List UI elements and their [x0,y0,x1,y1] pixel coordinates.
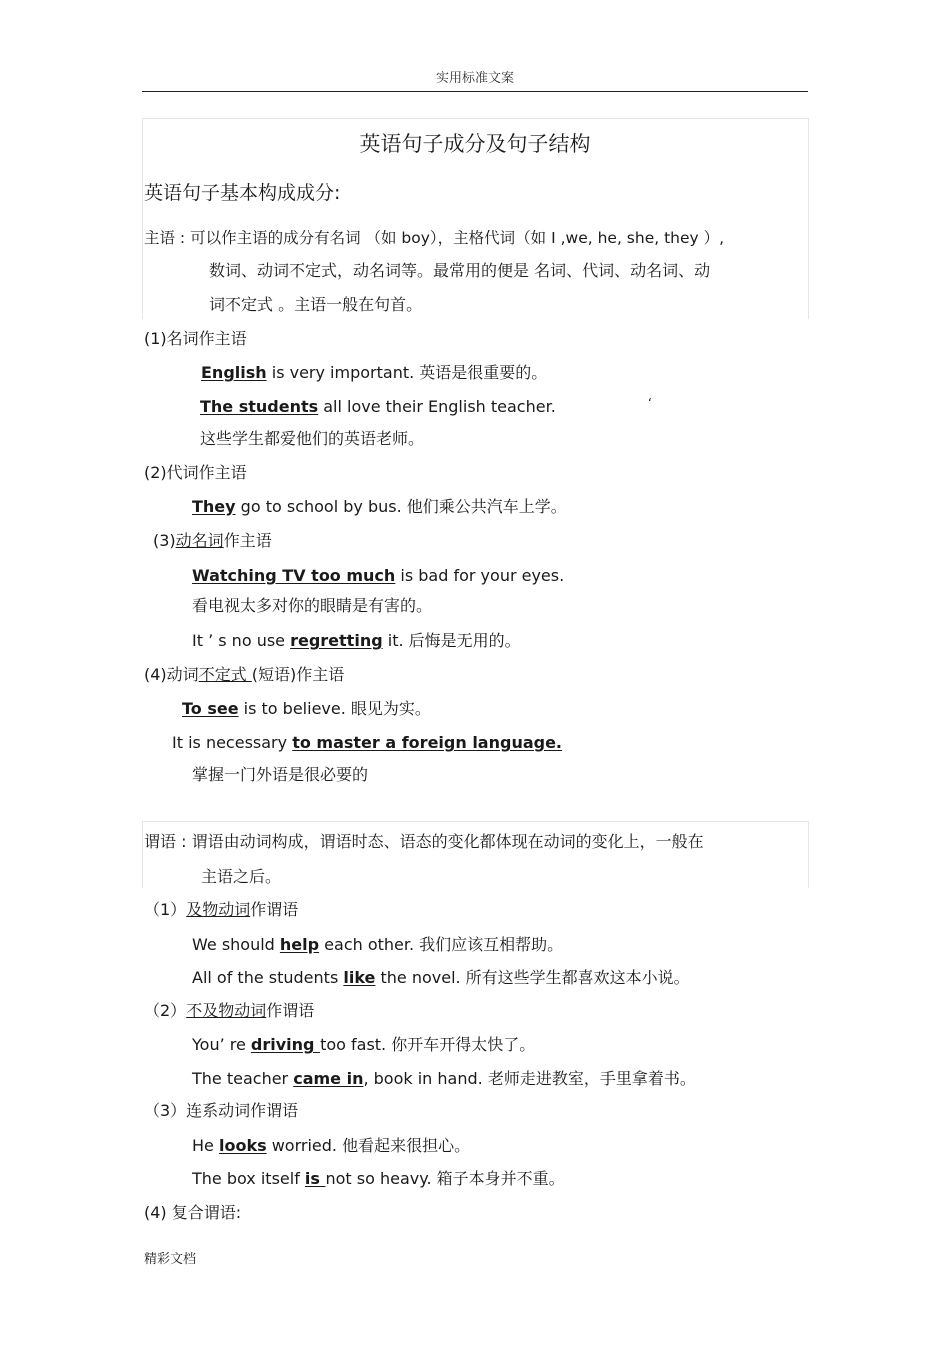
example-sentence [192,631,521,651]
highlighted-predicate: came in [293,1069,364,1088]
sentence-start: It is necessary [172,733,293,752]
highlighted-subject: The students [200,397,319,416]
sentence-rest: is to believe. 眼见为实。 [238,699,431,718]
highlighted-subject: to master a foreign language. [292,733,563,752]
page-footer: 精彩文档 [144,1252,197,1267]
heading-prefix: （1） [144,900,187,919]
subject-heading-infinitive [144,665,344,685]
example-sentence [192,968,690,988]
sentence-start: It ’ s no use [192,631,291,650]
example-sentence [182,699,431,719]
subject-heading-gerund [153,531,272,551]
subject-intro-line-2: 数词、动词不定式，动名词等。最常用的便是 名词、代词、动名词、动 [209,261,711,280]
sentence-rest: is bad for your eyes. [395,566,565,585]
highlighted-subject: They [192,497,236,516]
heading-text: 作谓语 [266,1001,315,1020]
sentence-start: All of the students [192,968,344,987]
predicate-heading-compound: (4) 复合谓语: [144,1203,242,1222]
heading-prefix: (2) [144,463,167,482]
example-translation: 看电视太多对你的眼睛是有害的。 [192,596,433,615]
sentence-rest: , book in hand. 老师走进教室，手里拿着书。 [363,1069,696,1088]
heading-prefix: (1) [144,329,167,348]
sentence-start: You’ re [192,1035,251,1054]
highlighted-predicate: help [279,935,320,954]
sentence-rest: the novel. 所有这些学生都喜欢这本小说。 [375,968,690,987]
example-sentence [200,397,556,417]
heading-text: 作谓语 [250,900,299,919]
example-sentence [172,733,562,753]
heading-underlined: 不及物动词 [186,1001,267,1020]
subject-intro-line-3: 词不定式 。主语一般在句首。 [209,295,423,314]
highlighted-predicate: like [343,968,376,987]
example-translation: 这些学生都爱他们的英语老师。 [200,429,425,448]
heading-text: 作主语 [223,531,272,550]
sentence-start: We should [192,935,280,954]
heading-text: 动词 [166,665,199,684]
predicate-intro-line-2: 主语之后。 [201,867,282,886]
subject-intro-line-1: 主语 : 可以作主语的成分有名词 （如 boy），主格代词（如 I ,we, he, she, they ）, [144,229,725,247]
page-header: 实用标准文案 [435,71,514,86]
example-sentence [192,1035,535,1055]
heading-text: 代词作主语 [166,463,247,482]
document-title: 英语句子成分及句子结构 [359,132,591,156]
subject-heading-noun [144,329,247,349]
example-sentence [192,1169,565,1189]
heading-prefix: （2） [144,1001,187,1020]
example-sentence [201,363,547,383]
highlighted-subject: regretting [290,631,383,650]
sentence-start: The box itself [192,1169,305,1188]
heading-prefix: (3) [153,531,176,550]
highlighted-predicate: looks [218,1136,267,1155]
highlighted-predicate: driving [250,1035,321,1054]
sentence-rest: too fast. 你开车开得太快了。 [320,1035,536,1054]
header-divider [142,91,808,92]
predicate-heading-transitive [144,900,298,920]
highlighted-predicate: is [304,1169,326,1188]
sentence-rest: it. 后悔是无用的。 [382,631,521,650]
highlighted-subject: Watching TV too much [192,566,396,585]
sentence-rest: each other. 我们应该互相帮助。 [319,935,564,954]
example-sentence [192,497,567,517]
sentence-start: The teacher [192,1069,294,1088]
heading-prefix: (4) [144,665,167,684]
heading-underlined: 及物动词 [186,900,251,919]
heading-underlined: 动名词 [175,531,224,550]
subject-heading-pronoun [144,463,247,483]
sentence-rest: all love their English teacher. [318,397,556,416]
heading-text: 名词作主语 [166,329,247,348]
sentence-rest: worried. 他看起来很担心。 [266,1136,471,1155]
highlighted-subject: English [201,363,267,382]
heading-text: (短语)作主语 [251,665,345,684]
predicate-heading-intransitive [144,1001,314,1021]
highlighted-subject: To see [182,699,239,718]
example-sentence [192,1136,470,1156]
section-subtitle: 英语句子基本构成成分: [144,182,341,204]
sentence-start: He [192,1136,219,1155]
example-sentence [192,935,563,955]
sentence-rest: is very important. 英语是很重要的。 [266,363,548,382]
example-translation: 掌握一门外语是很必要的 [192,765,369,784]
sentence-rest: go to school by bus. 他们乘公共汽车上学。 [235,497,567,516]
stray-quote-mark: ‘ [648,396,652,410]
sentence-rest: not so heavy. 箱子本身并不重。 [325,1169,565,1188]
predicate-heading-linking: （3）连系动词作谓语 [144,1101,299,1120]
example-sentence [192,1069,696,1089]
predicate-intro-line-1: 谓语 : 谓语由动词构成，谓语时态、语态的变化都体现在动词的变化上，一般在 [144,832,704,851]
example-sentence [192,566,564,586]
heading-underlined: 不定式 [198,665,252,684]
